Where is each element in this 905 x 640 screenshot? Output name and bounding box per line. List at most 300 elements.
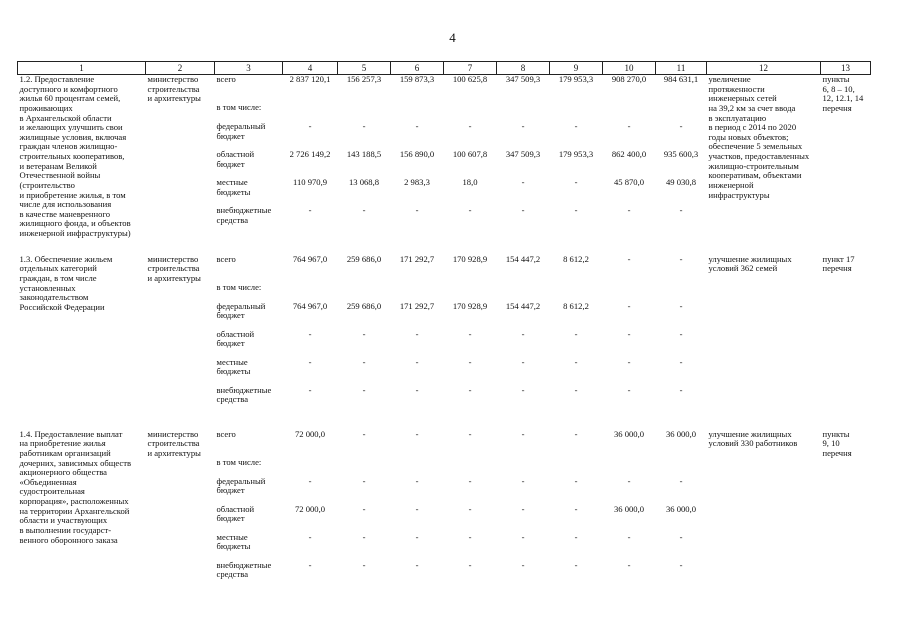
amount-value: -: [308, 559, 312, 570]
description-line: в качестве маневренного: [19, 208, 110, 219]
amount-cell: [338, 255, 391, 414]
result-line: протяженности: [708, 83, 765, 94]
column-header: 12: [707, 62, 821, 75]
amount-value: [393, 103, 442, 122]
amount-cell: [656, 255, 707, 414]
amount-value: -: [521, 121, 525, 131]
description-line: 1.2. Предоставление: [19, 74, 95, 84]
funding-source-text: местные: [216, 177, 248, 187]
amount-value: -: [362, 531, 366, 542]
amount-value: 8 612,2: [563, 300, 589, 311]
amount-value: -: [521, 205, 525, 215]
table-row: [18, 75, 871, 239]
description-line: работникам организаций: [19, 447, 111, 458]
amount-value: -: [415, 328, 419, 339]
description-line: жилищного фонда, и объектов: [19, 218, 131, 229]
amount-cell: [283, 75, 338, 239]
amount-value: -: [468, 384, 472, 395]
description-line: 1.4. Предоставление выплат: [19, 428, 123, 439]
amount-value: -: [679, 253, 683, 264]
amount-value: [605, 458, 654, 477]
amount-value: -: [415, 503, 419, 514]
amount-value: -: [521, 475, 525, 486]
amount-value: 100 625,8: [452, 74, 488, 84]
page-number: 4: [449, 30, 456, 45]
funding-source-text: внебюджетные: [216, 384, 272, 395]
amount-value: [285, 283, 336, 302]
executor-line: министерство: [147, 74, 199, 84]
amount-value: 159 873,3: [399, 74, 435, 84]
amount-value: -: [574, 475, 578, 486]
items-line: перечня: [822, 263, 852, 274]
amount-value: -: [468, 328, 472, 339]
funding-source-text: областной: [216, 328, 255, 339]
amount-cell: [391, 75, 444, 239]
amount-value: -: [627, 205, 631, 215]
description-line: жилья 60 процентам семей,: [19, 93, 121, 104]
amount-value: -: [308, 121, 312, 131]
amount-cell: [391, 430, 444, 589]
amount-value: -: [362, 428, 366, 439]
amount-cell: [656, 75, 707, 239]
amount-value: -: [627, 300, 631, 311]
executor-line: и архитектуры: [147, 93, 201, 104]
amount-value: [499, 458, 548, 477]
amount-value: 170 928,9: [452, 253, 488, 264]
funding-source-label: [217, 386, 281, 414]
amount-value: -: [574, 356, 578, 367]
column-header: 5: [338, 62, 391, 75]
items-line: перечня: [822, 102, 852, 113]
amount-value: 170 928,9: [452, 300, 488, 311]
amount-value: [446, 103, 495, 122]
table-row: [18, 255, 871, 414]
result-line: инженерной: [708, 179, 754, 190]
amount-value: -: [627, 531, 631, 542]
description-line: корпорация», расположенных: [19, 496, 129, 506]
expected-result-cell: [707, 75, 821, 239]
amount-value: -: [627, 253, 631, 264]
amount-value: 72 000,0: [294, 503, 326, 514]
column-header: 11: [656, 62, 707, 75]
amount-value: 49 030,8: [665, 177, 697, 187]
amount-value: 36 000,0: [613, 503, 645, 514]
description-line: граждан, в том числе: [19, 272, 97, 283]
amount-cell: [497, 255, 550, 414]
amount-value: [340, 283, 389, 302]
amount-value: [552, 283, 601, 302]
activity-description: [18, 255, 146, 414]
executor-line: строительства: [147, 83, 200, 94]
amount-value: -: [574, 503, 578, 514]
amount-value: [285, 458, 336, 477]
result-line: улучшение жилищных: [708, 253, 792, 264]
amount-value: 18,0: [462, 177, 478, 187]
amount-value: -: [574, 205, 578, 215]
amount-value: -: [627, 475, 631, 486]
funding-source-label: [217, 283, 281, 302]
amount-value: -: [415, 531, 419, 542]
amount-value: [658, 458, 705, 477]
amount-value: -: [521, 428, 525, 439]
amount-value: 156 257,3: [346, 74, 382, 84]
funding-source-label: [217, 302, 281, 330]
amount-cell: [550, 255, 603, 414]
funding-source-text: средства: [216, 569, 249, 580]
items-line: 6, 8 – 10,: [822, 83, 855, 94]
activity-description: [18, 75, 146, 239]
amount-value: [605, 103, 654, 122]
amount-cell: [391, 255, 444, 414]
amount-value: [393, 283, 442, 302]
executor-cell: [146, 430, 215, 589]
amount-value: [340, 458, 389, 477]
amount-value: -: [415, 205, 419, 215]
funding-source-label: [217, 358, 281, 386]
amount-cell: [338, 430, 391, 589]
program-table: [17, 61, 871, 589]
amount-value: -: [521, 328, 525, 339]
list-items-cell: [821, 75, 871, 239]
amount-value: 156 890,0: [399, 149, 435, 159]
funding-source-text: всего: [216, 253, 236, 264]
amount-value: -: [468, 475, 472, 486]
amount-value: -: [468, 531, 472, 542]
amount-value: -: [362, 121, 366, 131]
funding-source-text: бюджет: [216, 310, 245, 321]
description-line: граждан членов жилищно-: [19, 141, 118, 152]
amount-value: -: [679, 121, 683, 131]
funding-source-text: бюджет: [216, 513, 245, 524]
amount-value: 935 600,3: [663, 149, 699, 159]
description-line: «Объединенная: [19, 476, 77, 487]
description-line: доступного и комфортного: [19, 83, 118, 94]
amount-value: -: [415, 475, 419, 486]
amount-value: 984 631,1: [663, 74, 699, 84]
amount-value: -: [679, 531, 683, 542]
funding-source-label: [217, 458, 281, 477]
list-items-cell: [821, 255, 871, 414]
column-header: 1: [18, 62, 146, 75]
amount-value: 179 953,3: [558, 149, 594, 159]
amount-value: 259 686,0: [346, 253, 382, 264]
items-line: перечня: [822, 447, 852, 458]
funding-source-label: [217, 178, 281, 206]
amount-value: -: [574, 328, 578, 339]
funding-source-text: в том числе:: [216, 281, 262, 292]
result-line: инфраструктуры: [708, 189, 770, 200]
funding-source-text: всего: [216, 74, 236, 84]
description-line: и желающих улучшить свои: [19, 122, 123, 133]
description-line: на приобретение жилья: [19, 438, 106, 449]
amount-value: -: [521, 356, 525, 367]
amount-value: -: [468, 121, 472, 131]
amount-value: -: [627, 328, 631, 339]
result-line: инженерных сетей: [708, 93, 777, 104]
items-line: пункты: [822, 74, 850, 84]
column-header: 13: [821, 62, 871, 75]
amount-value: -: [627, 121, 631, 131]
amount-cell: [497, 430, 550, 589]
amount-value: -: [627, 356, 631, 367]
result-line: условий 330 работников: [708, 438, 798, 449]
funding-source-cell: [215, 430, 283, 589]
amount-value: -: [415, 121, 419, 131]
amount-cell: [497, 75, 550, 239]
funding-source-text: бюджет: [216, 338, 245, 349]
amount-value: 36 000,0: [613, 428, 645, 439]
amount-value: 2 837 120,1: [289, 74, 331, 84]
amount-value: -: [415, 559, 419, 570]
amount-value: 179 953,3: [558, 74, 594, 84]
column-header: 2: [146, 62, 215, 75]
column-header: 10: [603, 62, 656, 75]
amount-cell: [656, 430, 707, 589]
amount-value: -: [308, 356, 312, 367]
amount-cell: [550, 75, 603, 239]
amount-cell: [603, 75, 656, 239]
amount-value: -: [308, 531, 312, 542]
funding-source-text: бюджеты: [216, 366, 251, 377]
result-line: обеспечение 5 земельных: [708, 141, 803, 152]
column-header: 6: [391, 62, 444, 75]
amount-value: -: [468, 503, 472, 514]
result-line: условий 362 семей: [708, 263, 778, 274]
amount-cell: [444, 255, 497, 414]
amount-value: 72 000,0: [294, 428, 326, 439]
description-line: инженерной инфраструктуры): [19, 228, 131, 238]
funding-source-cell: [215, 75, 283, 239]
amount-value: 110 970,9: [292, 177, 328, 187]
amount-value: [658, 103, 705, 122]
executor-cell: [146, 255, 215, 414]
funding-source-text: областной: [216, 149, 255, 159]
funding-source-label: [217, 477, 281, 505]
description-line: Российской Федерации: [19, 301, 105, 312]
amount-value: [658, 283, 705, 302]
amount-value: 100 607,8: [452, 149, 488, 159]
block-spacer: [18, 414, 871, 430]
amount-value: -: [574, 428, 578, 439]
result-line: на 39,2 км за счет ввода: [708, 102, 796, 113]
amount-value: [605, 283, 654, 302]
executor-line: строительства: [147, 263, 200, 274]
amount-value: -: [362, 328, 366, 339]
funding-source-text: средства: [216, 214, 249, 225]
amount-value: 36 000,0: [665, 428, 697, 439]
description-line: судостроительная: [19, 486, 85, 497]
column-header: 8: [497, 62, 550, 75]
amount-value: -: [308, 384, 312, 395]
amount-value: 13 068,8: [348, 177, 380, 187]
amount-value: -: [679, 475, 683, 486]
table-row: [18, 430, 871, 589]
amount-value: 154 447,2: [505, 300, 541, 311]
amount-value: -: [308, 328, 312, 339]
column-header: 4: [283, 62, 338, 75]
executor-cell: [146, 75, 215, 239]
amount-value: -: [627, 384, 631, 395]
funding-source-cell: [215, 255, 283, 414]
amount-cell: [283, 430, 338, 589]
amount-value: 259 686,0: [346, 300, 382, 311]
description-line: жилищные условия, включая: [19, 131, 127, 142]
result-line: кооперативам, объектами: [708, 170, 802, 181]
funding-source-text: в том числе:: [216, 456, 262, 467]
amount-value: -: [521, 503, 525, 514]
amount-value: 171 292,7: [399, 253, 435, 264]
amount-value: -: [679, 205, 683, 215]
funding-source-text: областной: [216, 503, 255, 514]
expected-result-cell: [707, 430, 821, 589]
description-line: дочерних, зависимых обществ: [19, 457, 132, 468]
amount-value: -: [521, 177, 525, 187]
funding-source-text: бюджет: [216, 485, 245, 496]
description-line: отдельных категорий: [19, 263, 97, 274]
header-row: [18, 62, 871, 75]
amount-value: -: [521, 384, 525, 395]
funding-source-text: всего: [216, 428, 236, 439]
funding-source-text: бюджет: [216, 158, 245, 169]
amount-value: -: [679, 356, 683, 367]
amount-value: -: [415, 428, 419, 439]
funding-source-label: [217, 75, 281, 103]
amount-value: -: [362, 503, 366, 514]
amount-value: 764 967,0: [292, 300, 328, 311]
description-line: венного оборонного заказа: [19, 534, 118, 545]
funding-source-label: [217, 430, 281, 458]
description-line: проживающих: [19, 102, 73, 113]
amount-cell: [603, 430, 656, 589]
amount-value: 8 612,2: [563, 253, 589, 264]
amount-value: -: [468, 428, 472, 439]
amount-value: [552, 103, 601, 122]
funding-source-text: внебюджетные: [216, 559, 272, 570]
description-line: области и участвующих: [19, 515, 108, 526]
description-line: (строительство: [19, 179, 75, 190]
amount-value: -: [679, 384, 683, 395]
description-line: на территории Архангельской: [19, 505, 130, 516]
amount-value: -: [574, 121, 578, 131]
funding-source-label: [217, 505, 281, 533]
amount-value: -: [415, 356, 419, 367]
result-line: увеличение: [708, 74, 751, 84]
funding-source-label: [217, 533, 281, 561]
funding-source-label: [217, 255, 281, 283]
funding-source-text: федеральный: [216, 300, 266, 311]
executor-line: министерство: [147, 253, 199, 264]
amount-value: 764 967,0: [292, 253, 328, 264]
funding-source-text: внебюджетные: [216, 205, 272, 215]
amount-value: -: [521, 531, 525, 542]
amount-value: -: [627, 559, 631, 570]
amount-cell: [603, 255, 656, 414]
amount-value: -: [521, 559, 525, 570]
amount-value: -: [574, 177, 578, 187]
amount-value: [393, 458, 442, 477]
spacer-cell: [18, 239, 871, 255]
funding-source-text: федеральный: [216, 121, 266, 131]
funding-source-text: в том числе:: [216, 102, 262, 112]
spacer-cell: [18, 414, 871, 430]
executor-line: строительства: [147, 438, 200, 449]
funding-source-text: местные: [216, 531, 248, 542]
executor-line: и архитектуры: [147, 272, 201, 283]
amount-value: 2 726 149,2: [289, 149, 331, 159]
list-items-cell: [821, 430, 871, 589]
amount-cell: [444, 75, 497, 239]
amount-value: -: [574, 531, 578, 542]
description-line: установленных: [19, 282, 76, 293]
amount-value: 171 292,7: [399, 300, 435, 311]
description-line: строительных кооперативов,: [19, 151, 125, 161]
amount-value: -: [308, 475, 312, 486]
funding-source-text: бюджет: [216, 130, 245, 141]
funding-source-label: [217, 103, 281, 122]
funding-source-label: [217, 122, 281, 150]
result-line: жилищно-строительным: [708, 160, 799, 171]
amount-value: -: [362, 205, 366, 215]
amount-value: -: [415, 384, 419, 395]
description-line: в Архангельской области: [19, 112, 112, 123]
amount-value: 862 400,0: [611, 149, 647, 159]
result-line: годы новых объектов;: [708, 131, 789, 142]
funding-source-label: [217, 206, 281, 234]
funding-source-text: федеральный: [216, 475, 266, 486]
amount-value: [446, 458, 495, 477]
amount-value: [340, 103, 389, 122]
amount-value: -: [468, 356, 472, 367]
executor-line: и архитектуры: [147, 447, 201, 458]
amount-value: -: [679, 328, 683, 339]
amount-value: -: [362, 559, 366, 570]
description-line: законодательством: [19, 292, 89, 303]
amount-value: 347 509,3: [505, 74, 541, 84]
result-line: участков, предоставленных: [708, 151, 810, 161]
amount-value: -: [362, 356, 366, 367]
result-line: улучшение жилищных: [708, 428, 792, 439]
items-line: 9, 10: [822, 438, 840, 449]
amount-value: -: [468, 205, 472, 215]
amount-cell: [283, 255, 338, 414]
amount-value: -: [468, 559, 472, 570]
amount-cell: [550, 430, 603, 589]
funding-source-label: [217, 150, 281, 178]
result-line: в эксплуатацию: [708, 112, 767, 123]
amount-value: 45 870,0: [613, 177, 645, 187]
amount-value: 908 270,0: [611, 74, 647, 84]
amount-value: 36 000,0: [665, 503, 697, 514]
amount-value: -: [308, 205, 312, 215]
amount-cell: [444, 430, 497, 589]
funding-source-text: бюджеты: [216, 541, 251, 552]
amount-value: [499, 103, 548, 122]
amount-value: 2 983,3: [404, 177, 430, 187]
funding-source-label: [217, 561, 281, 589]
amount-value: -: [362, 475, 366, 486]
executor-line: министерство: [147, 428, 199, 439]
description-line: и ветеранам Великой: [19, 160, 97, 171]
amount-value: -: [679, 559, 683, 570]
items-line: пункты: [822, 428, 850, 439]
amount-value: 347 509,3: [505, 149, 541, 159]
funding-source-label: [217, 330, 281, 358]
amount-value: [552, 458, 601, 477]
items-line: пункт 17: [822, 253, 855, 264]
amount-value: -: [574, 559, 578, 570]
amount-cell: [338, 75, 391, 239]
funding-source-text: местные: [216, 356, 248, 367]
